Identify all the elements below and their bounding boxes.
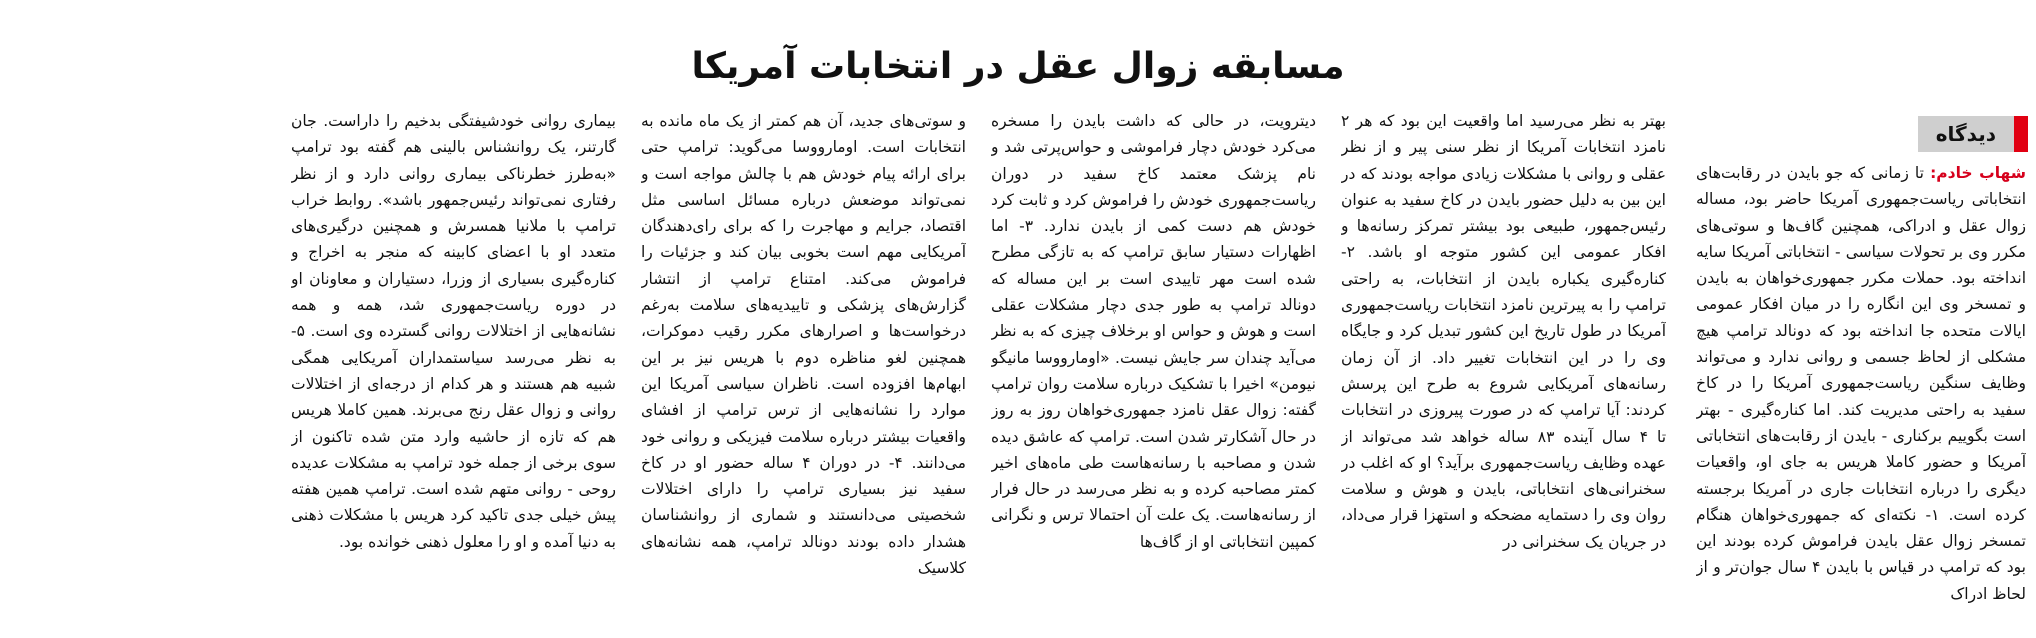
article-column-4 [641,108,966,633]
article-column-3 [991,108,1316,633]
section-label-bar [2014,116,2028,152]
column-4-text: و سوتی‌های جدید، آن هم کمتر از یک ماه مانده به انتخابات است. اومارووسا می‌گوید: ترامپ حتی برای ارائه پیام خودش هم با چالش مواجه است و نمی‌تواند موضعش درباره مسائل اساسی مثل اقتصاد، جرایم و مهاجرت را که برای رای‌دهندگان آمریکایی مهم است بخوبی بیان کند و جزئیات را فراموش می‌کند. امتناع ترامپ از انتشار گزارش‌های پزشکی و تاییدیه‌های سلامت به‌رغم درخواست‌ها و اصرارهای مکرر رقیب دموکرات، همچنین لغو مناظره دوم با هریس نیز بر این ابهام‌ها افزوده است. ناظران سیاسی آمریکا این موارد را نشانه‌هایی از ترس ترامپ از افشای واقعیات بیشتر درباره سلامت فیزیکی و روانی خود می‌دانند. ۴- در دوران ۴ ساله حضور او در کاخ سفید نیز بسیاری ترامپ را دارای اختلالات شخصیتی می‌دانستند و شماری از روانشناسان هشدار داده بودند دونالد ترامپ، همه نشانه‌های کلاسیک [641,112,966,578]
section-label [1918,116,2028,152]
article-column-5 [291,108,616,633]
section-label-text: دیدگاه [1918,116,2014,152]
column-1-text: تا زمانی که جو بایدن در رقابت‌های انتخاباتی ریاست‌جمهوری آمریکا حاضر بود، مساله زوال عقل و ادراکی، همچنین گاف‌ها و سوتی‌های مکرر وی بر تحولات سیاسی - انتخاباتی آمریکا سایه انداخته بود. حملات مکرر جمهوری‌خواهان به بایدن و تمسخر وی این انگاره را در میان افکار عمومی ایالات متحده جا انداخته بود که دونالد ترامپ هیچ مشکلی از لحاظ جسمی و روانی ندارد و می‌تواند وظایف سنگین ریاست‌جمهوری آمریکا را در کاخ سفید به راحتی مدیریت کند. اما کناره‌گیری - بهتر است بگوییم برکناری - بایدن از رقابت‌های انتخاباتی آمریکا و حضور کاملا هریس به جای او، واقعیات دیگری را درباره انتخابات جاری در آمریکا برجسته کرده است. ۱- نکته‌ای که جمهوری‌خواهان هنگام تمسخر زوال عقل بایدن فراموش کرده بودند این بود که ترامپ در قیاس با بایدن ۴ سال جوان‌تر و از لحاظ ادراک [1696,164,2026,603]
article-headline: مسابقه زوال عقل در انتخابات آمریکا [691,46,1345,87]
column-5-text: بیماری روانی خودشیفتگی بدخیم را داراست. جان گارتنر، یک روانشناس بالینی هم گفته بود ترامپ «به‌طرز خطرناکی بیماری روانی دارد و از نظر رفتاری نمی‌تواند رئیس‌جمهور باشد». روابط خراب ترامپ با ملانیا همسرش و همچنین درگیری‌های متعدد او با اعضای کابینه که منجر به اخراج و کناره‌گیری بسیاری از وزرا، دستیاران و معاونان او در دوره ریاست‌جمهوری شد، همه و همه نشانه‌هایی از اختلالات روانی گسترده وی است. ۵- به نظر می‌رسد سیاستمداران آمریکایی همگی شبیه هم هستند و هر کدام از درجه‌ای از اختلالات روانی و زوال عقل رنج می‌برند. همین کاملا هریس هم که تازه از حاشیه وارد متن شده تاکنون از سوی برخی از جمله خود ترامپ به مشکلات عدیده روحی - روانی متهم شده است. ترامپ همین هفته پیش خیلی جدی تاکید کرد هریس با مشکلات ذهنی به دنیا آمده و او را معلول ذهنی خوانده بود. [291,112,616,551]
column-2-text: بهتر به نظر می‌رسید اما واقعیت این بود که هر ۲ نامزد انتخابات آمریکا از نظر سنی پیر و از نظر عقلی و روانی با مشکلات زیادی مواجه بودند که در این بین به دلیل حضور بایدن در کاخ سفید به عنوان رئیس‌جمهور، طبیعی بود بیشتر تمرکز رسانه‌ها و افکار عمومی این کشور متوجه او باشد. ۲- کناره‌گیری یکباره بایدن از انتخابات، به راحتی ترامپ را به پیرترین نامزد انتخابات ریاست‌جمهوری آمریکا در طول تاریخ این کشور تبدیل کرد و جایگاه وی را در این انتخابات تغییر داد. از آن زمان رسانه‌های آمریکایی شروع به طرح این پرسش کردند: آیا ترامپ که در صورت پیروزی در انتخابات تا ۴ سال آینده ۸۳ ساله خواهد شد می‌تواند از عهده وظایف ریاست‌جمهوری برآید؟ او که اغلب در سخنرانی‌های انتخاباتی، بایدن و هوش و سلامت روان وی را دستمایه مضحکه و استهزا قرار می‌داد، در جریان یک سخنرانی در [1341,112,1666,551]
column-3-text: دیترویت، در حالی که داشت بایدن را مسخره می‌کرد خودش دچار فراموشی و حواس‌پرتی شد و نام پزشک معتمد کاخ سفید در دوران ریاست‌جمهوری خودش را فراموش کرد و ثابت کرد خودش هم دست کمی از بایدن ندارد. ۳- اما اظهارات دستیار سابق ترامپ که به تازگی مطرح شده است مهر تاییدی است بر این مساله که دونالد ترامپ به طور جدی دچار مشکلات عقلی است و هوش و حواس او برخلاف چیزی که به نظر می‌آید چندان سر جایش نیست. «اومارووسا مانیگو نیومن» اخیرا با تشکیک درباره سلامت روان ترامپ گفته: زوال عقل نامزد جمهوری‌خواهان روز به روز در حال آشکارتر شدن است. ترامپ که عاشق دیده شدن و مصاحبه با رسانه‌هاست طی ماه‌های اخیر کمتر مصاحبه کرده و به نظر می‌رسد در حال فرار از رسانه‌هاست. یک علت آن احتمالا ترس و نگرانی کمپین انتخاباتی او از گاف‌ها [991,112,1316,551]
article-column-2 [1341,108,1666,633]
author-byline: شهاب خادم: [1930,164,2026,182]
article-column-1 [1696,160,2026,632]
